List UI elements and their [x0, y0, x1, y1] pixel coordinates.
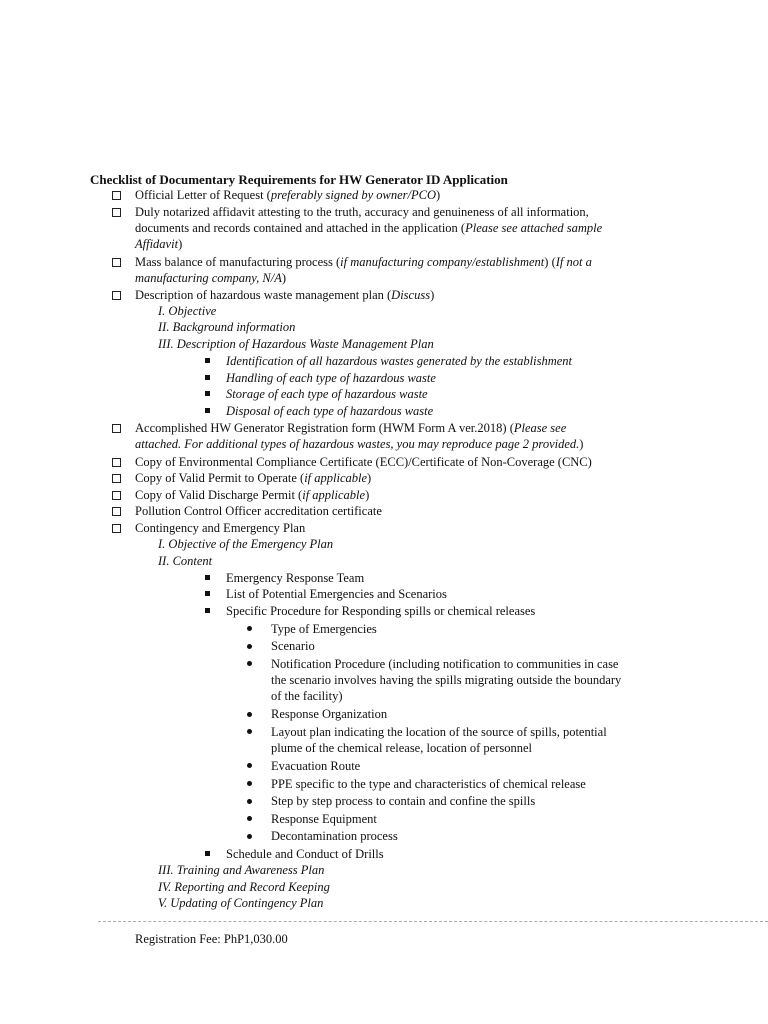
checkbox-permit-to-operate[interactable] [112, 474, 121, 483]
hwmp-sub-description: III. Description of Hazardous Waste Management Plan [158, 337, 434, 351]
procedure-item-notification-line3: of the facility) [271, 689, 343, 703]
item-affidavit-line2: documents and records contained and attached in the application (Please see attached sample [135, 221, 603, 235]
item-mass-balance-line1: Mass balance of manufacturing process (if manufacturing company/establishment) (If not a [135, 255, 592, 269]
document-title: Checklist of Documentary Requirements for HW Generator ID Application [90, 172, 508, 187]
hwmp-sub-background: II. Background information [158, 320, 296, 334]
contingency-bullet-procedure: Specific Procedure for Responding spills or chemical releases [226, 604, 536, 618]
contingency-sub-objective: I. Objective of the Emergency Plan [158, 537, 334, 551]
procedure-item-layout-line2: plume of the chemical release, location of personnel [271, 741, 533, 755]
checkbox-mass-balance[interactable] [112, 258, 121, 267]
square-bullet-icon [205, 851, 210, 856]
procedure-item: Evacuation Route [271, 759, 361, 773]
square-bullet-icon [205, 408, 210, 413]
page-break-divider [98, 921, 768, 922]
square-bullet-icon [205, 358, 210, 363]
item-registration-form-line2: attached. For additional types of hazardous wastes, you may reproduce page 2 provided.) [135, 437, 584, 451]
contingency-sub-content: II. Content [158, 554, 213, 568]
contingency-sub-training: III. Training and Awareness Plan [158, 863, 325, 877]
item-hwmp: Description of hazardous waste management plan (Discuss) [135, 288, 435, 302]
round-bullet-icon [247, 626, 252, 631]
round-bullet-icon [247, 834, 252, 839]
hwmp-bullet: Handling of each type of hazardous waste [226, 371, 436, 385]
contingency-bullet-emergencies: List of Potential Emergencies and Scenarios [226, 587, 447, 601]
round-bullet-icon [247, 729, 252, 734]
item-discharge-permit: Copy of Valid Discharge Permit (if applicable) [135, 488, 370, 502]
item-permit-to-operate: Copy of Valid Permit to Operate (if applicable) [135, 471, 372, 485]
item-registration-form-line1: Accomplished HW Generator Registration form (HWM Form A ver.2018) (Please see [135, 421, 567, 435]
checkbox-discharge-permit[interactable] [112, 491, 121, 500]
procedure-item-layout-line1: Layout plan indicating the location of the source of spills, potential [271, 725, 607, 739]
round-bullet-icon [247, 644, 252, 649]
contingency-sub-updating: V. Updating of Contingency Plan [158, 896, 324, 910]
procedure-item: Response Organization [271, 707, 388, 721]
square-bullet-icon [205, 391, 210, 396]
square-bullet-icon [205, 608, 210, 613]
contingency-sub-reporting: IV. Reporting and Record Keeping [158, 880, 330, 894]
round-bullet-icon [247, 712, 252, 717]
checkbox-pco[interactable] [112, 507, 121, 516]
round-bullet-icon [247, 816, 252, 821]
item-pco: Pollution Control Officer accreditation certificate [135, 504, 382, 518]
item-affidavit-line3: Affidavit) [135, 237, 183, 251]
hwmp-bullet: Disposal of each type of hazardous waste [226, 404, 434, 418]
hwmp-bullet: Identification of all hazardous wastes generated by the establishment [226, 354, 573, 368]
checkbox-ecc[interactable] [112, 458, 121, 467]
checkbox-letter[interactable] [112, 191, 121, 200]
round-bullet-icon [247, 763, 252, 768]
square-bullet-icon [205, 575, 210, 580]
square-bullet-icon [205, 591, 210, 596]
procedure-item: Response Equipment [271, 812, 377, 826]
round-bullet-icon [247, 781, 252, 786]
procedure-item: Step by step process to contain and confine the spills [271, 794, 536, 808]
item-ecc: Copy of Environmental Compliance Certificate (ECC)/Certificate of Non-Coverage (CNC) [135, 455, 592, 469]
round-bullet-icon [247, 661, 252, 666]
round-bullet-icon [247, 799, 252, 804]
procedure-item: Type of Emergencies [271, 622, 377, 636]
procedure-item-notification-line2: the scenario involves having the spills migrating outside the boundary [271, 673, 622, 687]
checkbox-registration-form[interactable] [112, 424, 121, 433]
checkbox-hwmp[interactable] [112, 291, 121, 300]
checkbox-contingency[interactable] [112, 524, 121, 533]
contingency-bullet-drills: Schedule and Conduct of Drills [226, 847, 384, 861]
procedure-item: Scenario [271, 639, 315, 653]
square-bullet-icon [205, 375, 210, 380]
procedure-item: PPE specific to the type and characteristics of chemical release [271, 777, 586, 791]
procedure-item: Decontamination process [271, 829, 398, 843]
item-letter: Official Letter of Request (preferably signed by owner/PCO) [135, 188, 441, 202]
item-mass-balance-line2: manufacturing company, N/A) [135, 271, 287, 285]
hwmp-bullet: Storage of each type of hazardous waste [226, 387, 428, 401]
item-affidavit-line1: Duly notarized affidavit attesting to the truth, accuracy and genuineness of all information, [135, 205, 589, 219]
procedure-item-notification-line1: Notification Procedure (including notification to communities in case [271, 657, 619, 671]
hwmp-sub-objective: I. Objective [158, 304, 217, 318]
registration-fee: Registration Fee: PhP1,030.00 [135, 932, 288, 946]
contingency-bullet-ert: Emergency Response Team [226, 571, 365, 585]
item-contingency: Contingency and Emergency Plan [135, 521, 306, 535]
checkbox-affidavit[interactable] [112, 208, 121, 217]
